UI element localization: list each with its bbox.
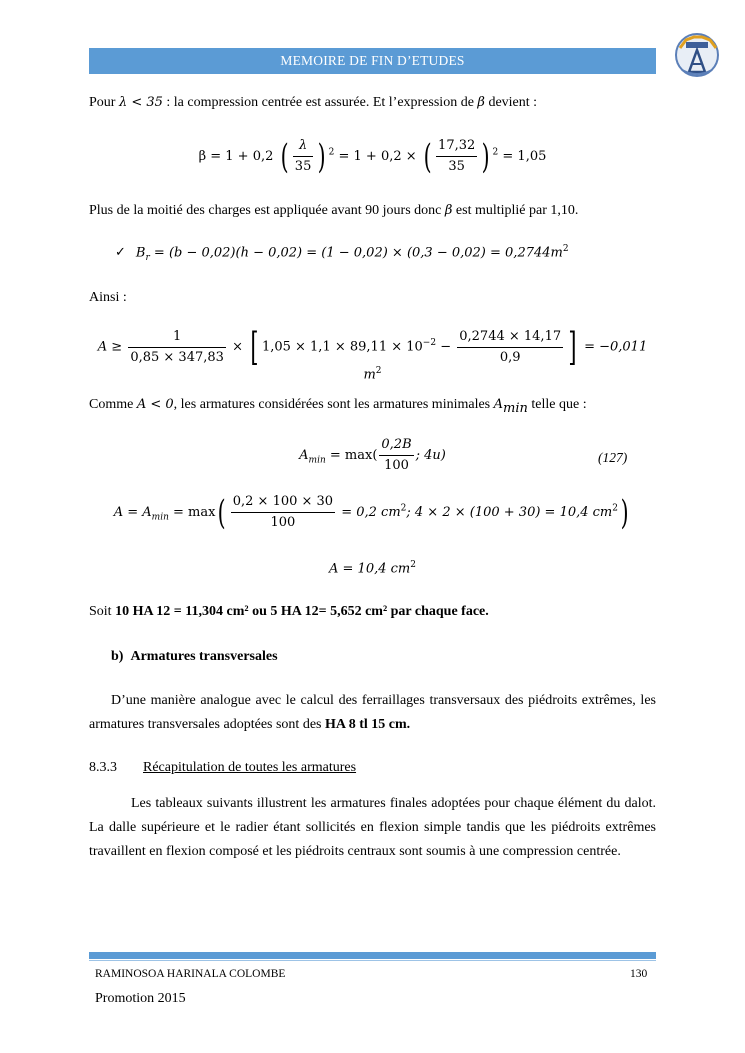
- frac-den: 0,9: [499, 349, 521, 365]
- paragraph-analogue: [89, 689, 656, 737]
- subscript: min: [151, 512, 169, 523]
- paragraph-tableaux: Les tableaux suivants illustrent les armatures finales adoptées pour chaque élément du dalot. La dalle supérieure et le radier étant sollicités en flexion simple tandis que les piédroits extrêmes travaillent en flexion composé et les piédroits centraux sont soumis à une compression centrée.: [89, 796, 656, 859]
- text: Soit: [89, 604, 116, 619]
- equation-beta: β = 1 + 0,2 ( $\frac{\lambda}{35}$ ) $^2$ = 1 + 0,2 × ( $\frac{17,32}{35}$ ) $^2$ = 1,05: [198, 136, 547, 177]
- frac-den: 100: [384, 458, 409, 473]
- school-logo: [672, 30, 722, 80]
- section-number: 8.3.3: [89, 760, 117, 775]
- frac-num: 1: [128, 329, 226, 348]
- paragraph-lambda: [89, 93, 656, 113]
- text: Plus de la moitié des charges est appliquée avant 90 jours donc: [89, 203, 445, 218]
- eq-mid: = 1 + 0,2 ×: [338, 149, 417, 164]
- text: , les armatures considérées sont les armatures minimales: [173, 397, 494, 412]
- exponent: 2: [612, 503, 618, 514]
- eq-rest: ; 4 × 2 × (100 + 30) = 10,4 cm: [406, 505, 613, 520]
- page-number: 130: [630, 968, 648, 980]
- text: Pour: [89, 95, 119, 110]
- eq-inner: 1,05 × 1,1 × 89,11 × 10: [261, 339, 423, 355]
- exponent: 2: [492, 147, 499, 158]
- eq-rest: = 0,2 cm: [337, 505, 401, 520]
- eq-rest: ; 4u): [415, 448, 446, 463]
- section-heading: [89, 758, 356, 778]
- paragraph-charges: [89, 201, 656, 221]
- text: Comme: [89, 397, 137, 412]
- eq-lhs: A: [299, 448, 309, 463]
- frac-num: 17,32: [436, 138, 477, 157]
- subheading-label: b): [111, 649, 124, 664]
- exponent: 2: [400, 503, 407, 514]
- times: ×: [232, 339, 243, 355]
- subscript: min: [308, 455, 326, 466]
- equation-amin: [89, 437, 656, 474]
- text: est multiplié par 1,10.: [452, 203, 579, 218]
- text: D’une manière analogue avec le calcul des ferraillages transversaux des piédroits extrêmes, les armatures transversales adoptées sont des: [89, 693, 656, 732]
- exponent: 2: [328, 147, 335, 158]
- subheading-b: [111, 647, 278, 667]
- footer-bar: [89, 952, 656, 959]
- exponent: 2: [410, 560, 416, 570]
- math-beta: β: [444, 203, 453, 218]
- math-beta: β: [477, 95, 485, 110]
- equation-a-final: [89, 560, 656, 576]
- equation-number: (127): [598, 450, 628, 465]
- equation-area: A ≥ $\frac{1}{0,85 \times 347,83}$ × [ $1,05 \times 1,1 \times 89,11 \times 10^{-2}$ − $\frac{0,2744 \times 14,17}{0,9}$ ] = −0,011 $m^2$: [97, 325, 648, 383]
- equation-a-amin: $A = A_{min} = \max$( $\frac{0,2 \times 100 \times 30}{100}$ = 0,2 $cm^2$; 4 × 2 × (100 + 30) = 10,4 $cm^2$): [113, 492, 629, 533]
- exponent: 2: [375, 366, 382, 376]
- section-title: Récapitulation de toutes les armatures: [143, 760, 357, 775]
- text: devient :: [484, 95, 538, 110]
- frac-den: 35: [294, 159, 312, 174]
- math: B: [135, 245, 146, 261]
- text: : la compression centrée est assurée. Et l’expression de: [162, 95, 478, 110]
- header-bar: [89, 48, 656, 74]
- eq-result: = −0,011 m: [363, 339, 648, 383]
- header-title: MEMOIRE DE FIN D’ETUDES: [280, 53, 465, 68]
- frac-num: 0,2 × 100 × 30: [231, 494, 335, 513]
- eq-mid: = max: [168, 505, 216, 520]
- footer-promotion: Promotion 2015: [95, 991, 186, 1006]
- frac-den: 0,85 × 347,83: [130, 349, 224, 365]
- subheading-title: Armatures transversales: [130, 649, 278, 664]
- paragraph-soit: [89, 602, 656, 622]
- eq-lhs: A = A: [113, 505, 152, 520]
- eq-lhs: β = 1 + 0,2: [198, 149, 274, 164]
- eq-result: = 1,05: [502, 149, 547, 164]
- frac-den: 35: [448, 159, 465, 174]
- math: A = 10,4 cm: [329, 561, 411, 577]
- eq-lhs: A ≥: [97, 339, 123, 355]
- check-icon: ✓: [115, 245, 126, 261]
- text-bold: HA 8 tl 15 cm.: [324, 717, 411, 732]
- frac-den: 100: [270, 515, 296, 530]
- footer-author: RAMINOSOA HARINALA COLOMBE: [95, 968, 286, 980]
- paragraph-comme: [89, 395, 656, 419]
- frac-num: 0,2744 × 14,17: [457, 329, 563, 348]
- paragraph-ainsi: Ainsi :: [89, 290, 127, 305]
- footer-line: [89, 960, 656, 961]
- exponent: −2: [422, 338, 437, 349]
- eq-mid: = max(: [325, 448, 378, 463]
- text: telle que :: [527, 397, 587, 412]
- math: A: [493, 397, 504, 412]
- frac-num: λ: [293, 138, 314, 157]
- subscript: min: [503, 400, 528, 416]
- math: = (b − 0,02)(h − 0,02) = (1 − 0,02) × (0,3 − 0,02) = 0,2744m: [149, 245, 563, 261]
- math-condition: λ < 35: [118, 95, 163, 110]
- exponent: 2: [562, 244, 569, 254]
- frac-num: 0,2B: [379, 437, 413, 456]
- bullet-br: [115, 244, 675, 263]
- text-bold: 10 HA 12 = 11,304 cm² ou 5 HA 12= 5,652 cm² par chaque face.: [115, 604, 489, 619]
- minus: −: [436, 339, 452, 355]
- math-condition: A < 0: [136, 397, 174, 412]
- subscript: r: [145, 252, 150, 263]
